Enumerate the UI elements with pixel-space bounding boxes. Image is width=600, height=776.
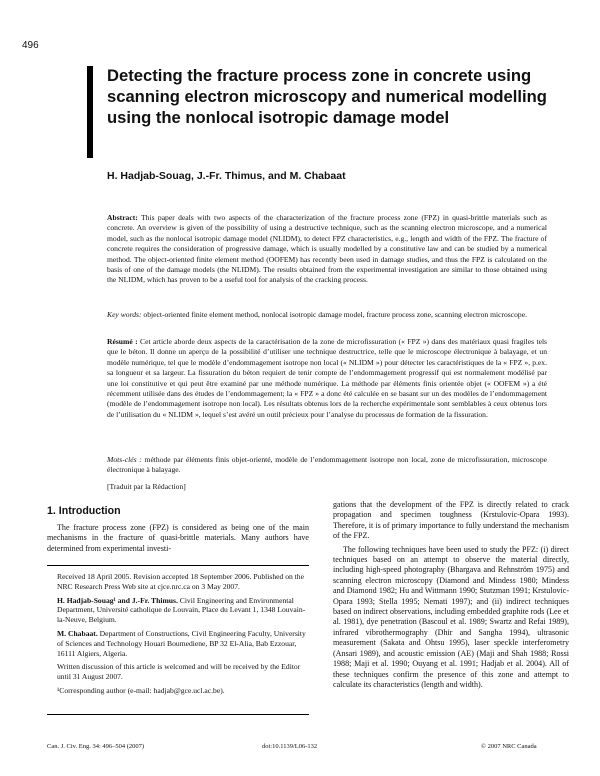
keywords	[107, 310, 547, 320]
affiliation-1-names: H. Hadjab-Souag¹ and J.-Fr. Thimus.	[57, 595, 178, 605]
affiliation-1	[57, 596, 309, 625]
resume	[107, 337, 547, 420]
intro-right-column	[333, 500, 569, 693]
resume-label: Résumé :	[107, 337, 138, 346]
title-accent-bar	[87, 66, 93, 158]
affiliation-1-text: Civil Engineering and Environmental Department, Université catholique de Louvain, Place du Levant 1, 1348 Louvain-la-Neuve, Belgium.	[57, 595, 306, 625]
translation-note: [Traduit par la Rédaction]	[107, 482, 186, 491]
mots-cles	[107, 455, 547, 476]
received-note: Received 18 April 2005. Revision accepted 18 September 2006. Published on the NRC Research Press Web site at cjce.nrc.ca on 3 May 2007.	[57, 572, 304, 591]
discussion-note: Written discussion of this article is welcomed and will be received by the Editor until 31 August 2007.	[57, 662, 301, 682]
corresponding-author: ¹Corresponding author (e-mail: hadjab@gce.ucl.ac.be).	[57, 685, 225, 695]
footer-copyright: © 2007 NRC Canada	[481, 743, 537, 750]
section-heading-introduction: 1. Introduction	[47, 505, 121, 517]
footer-doi: doi:10.1139/L06-132	[262, 743, 318, 750]
abstract-label: Abstract:	[107, 213, 138, 222]
article-footnotes	[47, 565, 309, 715]
footer-journal: Can. J. Civ. Eng. 34: 496–504 (2007)	[47, 743, 145, 750]
abstract	[107, 213, 547, 286]
keywords-text: object-oriented finite element method, nonlocal isotropic damage model, fracture process zone, scanning electron microscope.	[141, 310, 527, 319]
author-list: H. Hadjab-Souag, J.-Fr. Thimus, and M. Chabaat	[107, 170, 346, 182]
affiliation-2-names: M. Chabaat.	[57, 628, 98, 638]
resume-text: Cet article aborde deux aspects de la caractérisation de la zone de microfissuration (« FPZ ») dans des matériaux quasi fragiles tels que le béton. Il donne un aperçu de la possibilité d’utiliser une technique destructrice, telle que le microscope électronique à balayage, et un modèle numérique, tel que le modèle d’endommagement isotrope non local (« NLIDM ») pour détecter les caractéristiques de la « FPZ », p.ex. sa longueur et sa largeur. La fissuration du béton requiert de tenir compte de l’endommagement progressif qui est normalement modélisé par une loi constitutive et qui peut être examiné par une méthode numérique. La méthode par éléments finis orientée objet (« OOFEM ») a été récemment utilisée dans des études de l’endommagement; la « FPZ » a donc été calculée en se basant sur un des modèles de l’endommagement (modèle de l’endommagement isotrope non local). Les résultats obtenus lors de la recherche expérimentale sont semblables à ceux obtenus lors de l’utilisation du « NLIDM », lequel s’est avéré un outil précieux pour l’analyse du processus de formation de la fissuration.	[107, 337, 548, 419]
intro-right-paragraph-1: gations that the development of the FPZ is directly related to crack propagation and specimen toughness (Krstulovic-Opara 1993). Therefore, it is of primary importance to fully understand the mechanism of the FPZ.	[333, 500, 569, 541]
keywords-label: Key words:	[107, 310, 142, 319]
affiliation-2-text: Department of Constructions, Civil Engineering Faculty, University of Sciences and Technology Houari Boumediene, BP 32 El-Alia, Bab Ezzouar, 16111 Algiers, Algeria.	[57, 628, 306, 658]
page-number: 496	[22, 40, 39, 51]
affiliation-2	[57, 629, 309, 658]
mots-cles-label: Mots-clés :	[107, 455, 142, 464]
mots-cles-text: méthode par éléments finis objet-orienté, modèle de l’endommagement isotrope non local, zone de microfissuration, microscope électronique à balayage.	[107, 455, 547, 475]
article-title: Detecting the fracture process zone in concrete using scanning electron microscopy and numerical modelling using the nonlocal isotropic damage model	[107, 66, 547, 127]
abstract-text: This paper deals with two aspects of the characterization of the fracture process zone (FPZ) in quasi-brittle materials such as concrete. An overview is given of the possibility of using a destructive technique, such as the scanning electron microscope, and a numerical model, such as the nonlocal isotropic damage model (NLIDM), to detect FPZ characteristics, e.g., length and width of the FPZ. The fracture of concrete requires the consideration of progressive damage, which is usually modelled by a constitutive law and can be studied by a numerical method. The object-oriented finite element method (OOFEM) has recently been used in damage studies, and thus the FPZ is calculated on the basis of one of the damage models (the NLIDM). The results obtained from the experimental investigation are similar to those obtained using the NLIDM, which has proven to be a useful tool for analysis of the cracking process.	[107, 213, 547, 285]
intro-right-paragraph-2: The following techniques have been used to study the PFZ: (i) direct techniques based on an attempt to observe the material directly, including high-speed photography (Bhargava and Rehnström 1975) and scanning electron microscopy (Diamond and Mindess 1980; Mindess and Diamond 1982; Hu and Wittmann 1990; Stutzman 1991; Krstulovic-Opara 1993; Stella 1995; Nemati 1997); and (ii) indirect techniques based on indirect observations, including embedded graphite rods (Lee et al. 1981), dye penetration (Bascoul et al. 1989; Swartz and Refai 1989), infrared vibrothermography (Dhir and Sangha 1994), ultrasonic measurement (Sakata and Ohtsu 1995), laser speckle interferometry (Ansari 1989), and acoustic emission (AE) (Maji and Shah 1988; Rossi 1988; Maji et al. 1990; Ouyang et al. 1991; Hadjab et al. 2004). All of these techniques confirm the presence of this zone and attempt to calculate its characteristics (length and width).	[333, 544, 569, 689]
intro-left-paragraph: The fracture process zone (FPZ) is considered as being one of the main mechanisms in the fracture of quasi-brittle materials. Many authors have determined from experimental investi-	[47, 523, 309, 553]
